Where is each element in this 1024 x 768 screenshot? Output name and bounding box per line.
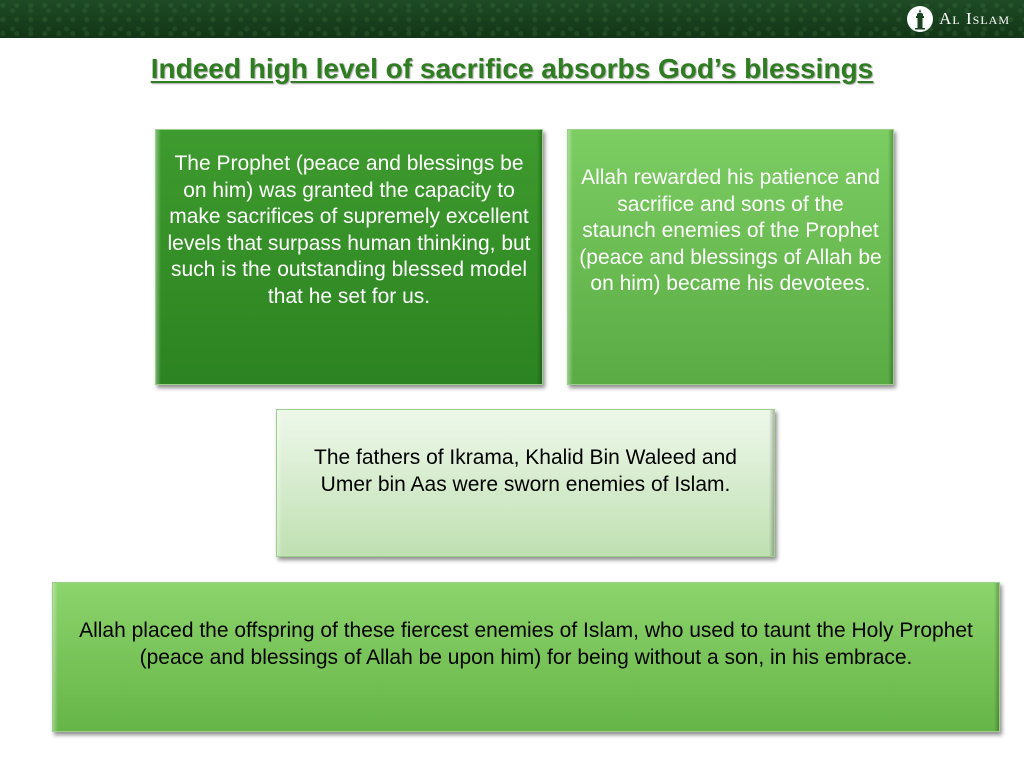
text-box-allah-rewarded-text: Allah rewarded his patience and sacrifice and sons of the staunch enemies of the Prophet (peace and blessings of Allah be on him) became his devotees.: [579, 166, 882, 295]
header-band: [0, 0, 1024, 38]
text-box-allah-rewarded: [567, 129, 894, 385]
logo-text: Al Islam: [939, 9, 1010, 28]
page-title: Indeed high level of sacrifice absorbs God’s blessings: [150, 53, 874, 84]
text-box-fathers-text: The fathers of Ikrama, Khalid Bin Waleed and Umer bin Aas were sworn enemies of Islam.: [314, 446, 737, 496]
text-box-prophet-sacrifice-text: The Prophet (peace and blessings be on him) was granted the capacity to make sacrifices of supremely excellent levels that surpass human thinking, but such is the outstanding blessed model that he set for us.: [167, 152, 531, 308]
text-box-prophet-sacrifice: [155, 129, 543, 385]
minaret-icon: [907, 6, 933, 32]
al-islam-logo: [907, 5, 1010, 33]
text-box-fathers: [276, 409, 775, 557]
text-box-offspring: [52, 582, 1000, 732]
text-box-offspring-text: Allah placed the offspring of these fiercest enemies of Islam, who used to taunt the Holy Prophet (peace and blessings of Allah be upon him) for being without a son, in his embrace.: [79, 619, 973, 669]
